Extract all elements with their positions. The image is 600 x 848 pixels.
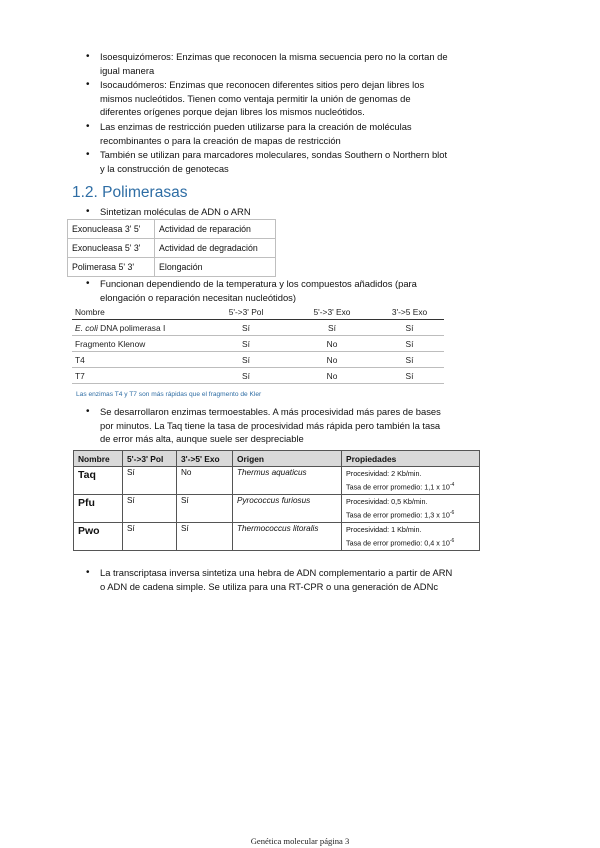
restriction-enzyme-bullets [86,50,486,176]
section-title: 1.2. Polimerasas [72,184,188,201]
table-cell: Pfu [74,495,123,523]
line: Isoesquizómeros: Enzimas que reconocen la misma secuencia pero no la cortan de [100,51,448,62]
table-cell: Thermococcus litoralis [233,523,342,551]
line: Isocaudómeros: Enzimas que reconocen diferentes sitios pero dejan libres los [100,79,425,91]
table-header: Nombre [74,451,123,467]
table-header: 5'->3' Pol [203,305,289,320]
bullet-synthesize: • Sintetizan moléculas de ADN o ARN [86,205,386,219]
line: La transcriptasa inversa sintetiza una hebra de ADN complementario a partir de ARN [100,567,453,578]
table-cell: Exonucleasa 3' 5' [68,220,155,239]
page-footer: Genética molecular página 3 [250,836,350,846]
table-cell: Sí [123,495,177,523]
table-cell: Sí [375,320,444,336]
temperature-bullet-list [86,277,486,305]
table-cell: Actividad de reparación [155,220,276,239]
table-cell: No [289,352,375,368]
line: Las enzimas de restricción pueden utilizarse para la creación de moléculas [100,120,412,132]
table-cell: Thermus aquaticus [233,467,342,495]
table-cell: Sí [177,523,233,551]
table-cell: Sí [123,467,177,495]
table-cell: Pyrococcus furiosus [233,495,342,523]
line: diferentes orígenes porque dejan libres los mismos nucleótidos. [100,106,365,118]
table-cell [342,495,480,523]
bullet-restriction-uses [86,120,486,147]
table-cell: Sí [375,352,444,368]
table-cell: Sí [289,320,375,336]
line: por minutos. La Taq tiene la tasa de procesividad más rápida pero también la tasa [100,419,441,431]
line: Se desarrollaron enzimas termoestables. A más procesividad más pares de bases [100,406,441,417]
table-row [68,220,276,239]
table-cell: Polimerasa 5' 3' [68,258,155,277]
exponent: -6 [449,509,455,516]
line: y la construcción de genotecas [100,162,229,174]
bullet-reverse-transcriptase [86,566,486,593]
table-cell: Sí [375,336,444,352]
bullet-temperature [86,277,486,304]
italic-text: E. coli [75,322,98,333]
table-row [72,368,444,384]
table-cell: Sí [375,368,444,384]
table-cell: Sí [177,495,233,523]
text: Procesividad: 2 Kb/min. [346,469,422,478]
intro-bullet-list [86,205,386,220]
line: También se utilizan para marcadores moleculares, sondas Southern o Northern blot [100,149,448,161]
table-cell: Pwo [74,523,123,551]
table-row [68,239,276,258]
table-cell: Sí [203,320,289,336]
thermostable-bullet-list [86,405,478,447]
table-caption: Las enzimas T4 y T7 son más rápidas que el fragmento de Kler [76,391,262,398]
table-cell: Sí [203,352,289,368]
table-header: Propiedades [342,451,480,467]
bullet-isocaudomeros [86,78,486,119]
thermostable-polymerase-table [73,450,480,551]
line: igual manera [100,64,155,76]
polymerase-table [72,305,444,384]
table-cell [72,320,203,336]
line: o ADN de cadena simple. Se utiliza para una RT-CPR o una generación de ADNc [100,580,439,592]
text: Procesividad: 1 Kb/min. [346,525,422,534]
line: Funcionan dependiendo de la temperatura y los compuestos añadidos (para [100,278,417,289]
bullet-thermostable [86,405,478,446]
table-cell: Taq [74,467,123,495]
table-cell: Sí [203,368,289,384]
table-cell: T7 [72,368,203,384]
table-cell: No [289,336,375,352]
table-cell: No [177,467,233,495]
table-cell: T4 [72,352,203,368]
bullet-isoesquizomeros [86,50,486,77]
table-row [72,320,444,336]
table-cell: Elongación [155,258,276,277]
table-header: 3'->5 Exo [375,305,444,320]
table-row [72,336,444,352]
table-header: Nombre [72,305,203,320]
table-header: Origen [233,451,342,467]
bullet-markers [86,148,486,175]
table-row [72,352,444,368]
table-header: 5'->3' Pol [123,451,177,467]
table-row [74,523,480,551]
reverse-transcriptase-bullet-list [86,566,486,594]
line: elongación o reparación necesitan nucleótidos) [100,291,296,303]
table-cell: Sí [203,336,289,352]
line: mismos nucleótidos. Tienen como ventaja permitir la unión de genomas de [100,92,411,104]
text: Tasa de error promedio: 1,1 x 10 [346,481,450,491]
table-cell: Actividad de degradación [155,239,276,258]
table-row [74,495,480,523]
table-row [68,258,276,277]
exponent: -4 [449,481,455,488]
line: de error más alta, aunque suele ser despreciable [100,433,304,445]
exponent: -6 [449,537,455,544]
line: recombinantes o para la creación de mapas de restricción [100,134,341,146]
text: Tasa de error promedio: 0,4 x 10 [346,537,450,547]
table-cell: No [289,368,375,384]
table-cell: Sí [123,523,177,551]
table-header-row [74,451,480,467]
activity-table [67,219,276,277]
table-cell [342,467,480,495]
text: Tasa de error promedio: 1,3 x 10 [346,509,450,519]
table-header-row [72,305,444,320]
text: DNA polimerasa I [97,322,166,333]
table-cell [342,523,480,551]
table-row [74,467,480,495]
table-header: 5'->3' Exo [289,305,375,320]
table-cell: Exonucleasa 5' 3' [68,239,155,258]
text: Procesividad: 0,5 Kb/min. [346,497,428,506]
table-header: 3'->5' Exo [177,451,233,467]
table-cell: Fragmento Klenow [72,336,203,352]
